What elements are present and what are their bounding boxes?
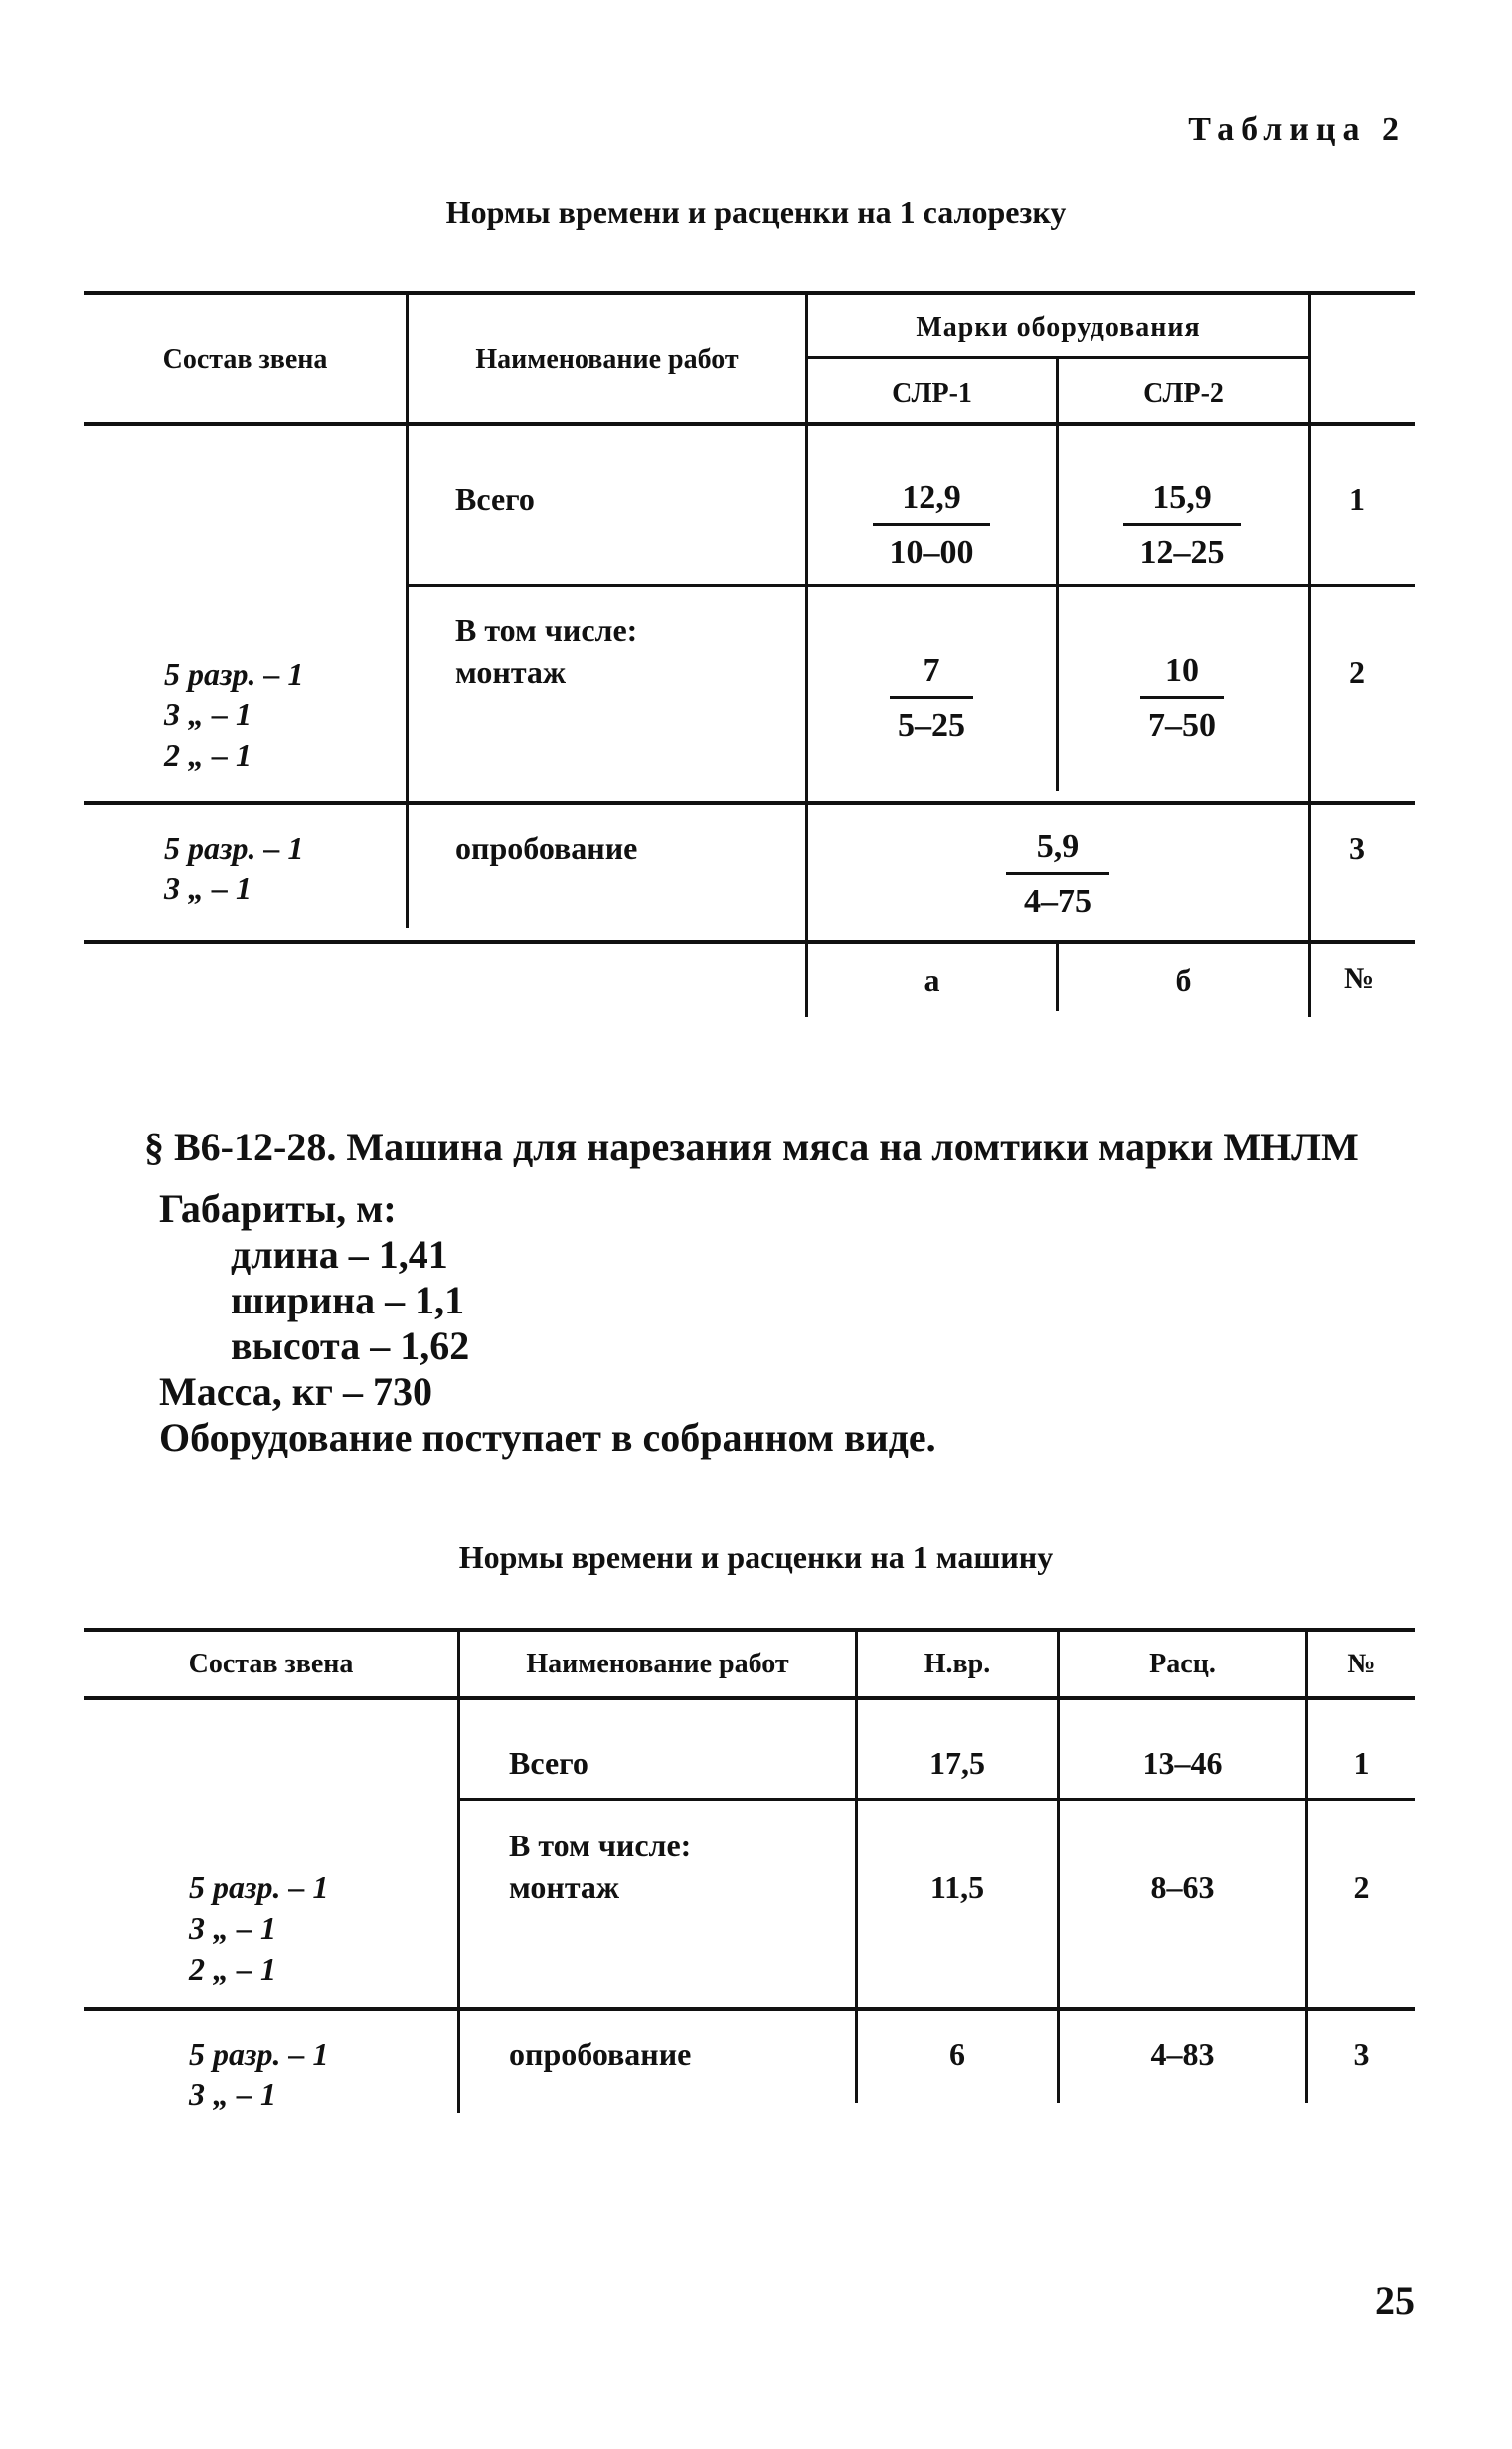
table2-title: Нормы времени и расценки на 1 машину xyxy=(458,1539,1054,1575)
table1-footer-no: № xyxy=(1344,962,1375,995)
table2-row3-rasc: 4–83 xyxy=(1150,2036,1215,2072)
table1-title: Нормы времени и расценки на 1 салорезку xyxy=(445,194,1067,230)
table2-header-work: Наименование работ xyxy=(526,1649,789,1679)
table1-row1-work: Всего xyxy=(455,481,535,517)
table1-row3-work: опробование xyxy=(455,830,638,866)
section-line-4: высота – 1,62 xyxy=(231,1323,470,1368)
table1-row1-slr1: $\frac{12,9}{10-00}$ xyxy=(873,481,990,570)
section-heading: § В6-12-28. Машина для нарезания мяса на ломтики марки МНЛМ xyxy=(144,1125,1359,1169)
table1-row3-crew-2: 3 „ – 1 xyxy=(164,870,252,906)
table2-row1-hvr: 17,5 xyxy=(929,1745,985,1781)
table1-footer-a: а xyxy=(924,962,940,998)
table1-row2-slr2: $\frac{10}{7-50}$ xyxy=(1140,654,1224,743)
table-label: Таблица 2 xyxy=(1188,111,1406,148)
page-number: 25 xyxy=(1375,2278,1415,2323)
table2-row2-work-line2: монтаж xyxy=(509,1869,620,1905)
table2-row2-crew-3: 2 „ – 1 xyxy=(189,1951,276,1987)
table2-row2-crew-2: 3 „ – 1 xyxy=(189,1910,276,1946)
section-line-1: Габариты, м: xyxy=(159,1186,397,1231)
table1-footer-b: б xyxy=(1175,962,1192,998)
table1-row2-crew-3: 2 „ – 1 xyxy=(164,737,252,773)
section-line-2: длина – 1,41 xyxy=(231,1232,448,1277)
table1-row2-no: 2 xyxy=(1349,654,1365,690)
table2-row3-crew-1: 5 разр. – 1 xyxy=(189,2036,329,2072)
table2-row1-rasc: 13–46 xyxy=(1142,1745,1223,1781)
section-line-6: Оборудование поступает в собранном виде. xyxy=(159,1415,936,1460)
table1-row3-value: $\frac{5,9}{4-75}$ xyxy=(1006,830,1109,919)
table1-header-slr2: СЛР-2 xyxy=(1143,378,1224,409)
table1-header-crew: Состав звена xyxy=(162,344,328,375)
table1-header-brands: Марки оборудования xyxy=(916,312,1201,343)
table2-row3-no: 3 xyxy=(1353,2036,1370,2072)
table1-header-slr1: СЛР-1 xyxy=(892,378,972,409)
table2-row1-work: Всего xyxy=(509,1745,588,1781)
table2-row3-crew-2: 3 „ – 1 xyxy=(189,2076,276,2112)
table1-row2-slr1: $\frac{7}{5-25}$ xyxy=(890,654,973,743)
table1-header-work: Наименование работ xyxy=(475,344,739,375)
table2-row3-hvr: 6 xyxy=(949,2036,965,2072)
table1-row2-crew-1: 5 разр. – 1 xyxy=(164,656,304,692)
table2-row2-work-line1: В том числе: xyxy=(509,1828,692,1863)
table2-row2-crew-1: 5 разр. – 1 xyxy=(189,1869,329,1905)
table2-header-no: № xyxy=(1347,1649,1376,1679)
table2-row2-hvr: 11,5 xyxy=(929,1869,985,1905)
table1-row2-work-line1: В том числе: xyxy=(455,612,638,648)
table2-header-hvr: Н.вр. xyxy=(924,1649,991,1679)
table1-row1-slr2: $\frac{15,9}{12-25}$ xyxy=(1123,481,1241,570)
table1-row2-crew-2: 3 „ – 1 xyxy=(164,696,252,732)
table2-row3-work: опробование xyxy=(509,2036,692,2072)
table2-row2-rasc: 8–63 xyxy=(1150,1869,1215,1905)
table2-row2-no: 2 xyxy=(1353,1869,1370,1905)
table1-row3-crew-1: 5 разр. – 1 xyxy=(164,830,304,866)
table1-row3-no: 3 xyxy=(1349,830,1365,866)
table2-row1-no: 1 xyxy=(1353,1745,1370,1781)
table2-header-crew: Состав звена xyxy=(188,1649,354,1679)
table2-header-rasc: Расц. xyxy=(1149,1649,1216,1679)
table1-row2-work-line2: монтаж xyxy=(455,654,567,690)
section-line-3: ширина – 1,1 xyxy=(231,1278,465,1322)
section-line-5: Масса, кг – 730 xyxy=(159,1369,432,1414)
table1-row1-no: 1 xyxy=(1349,481,1365,517)
